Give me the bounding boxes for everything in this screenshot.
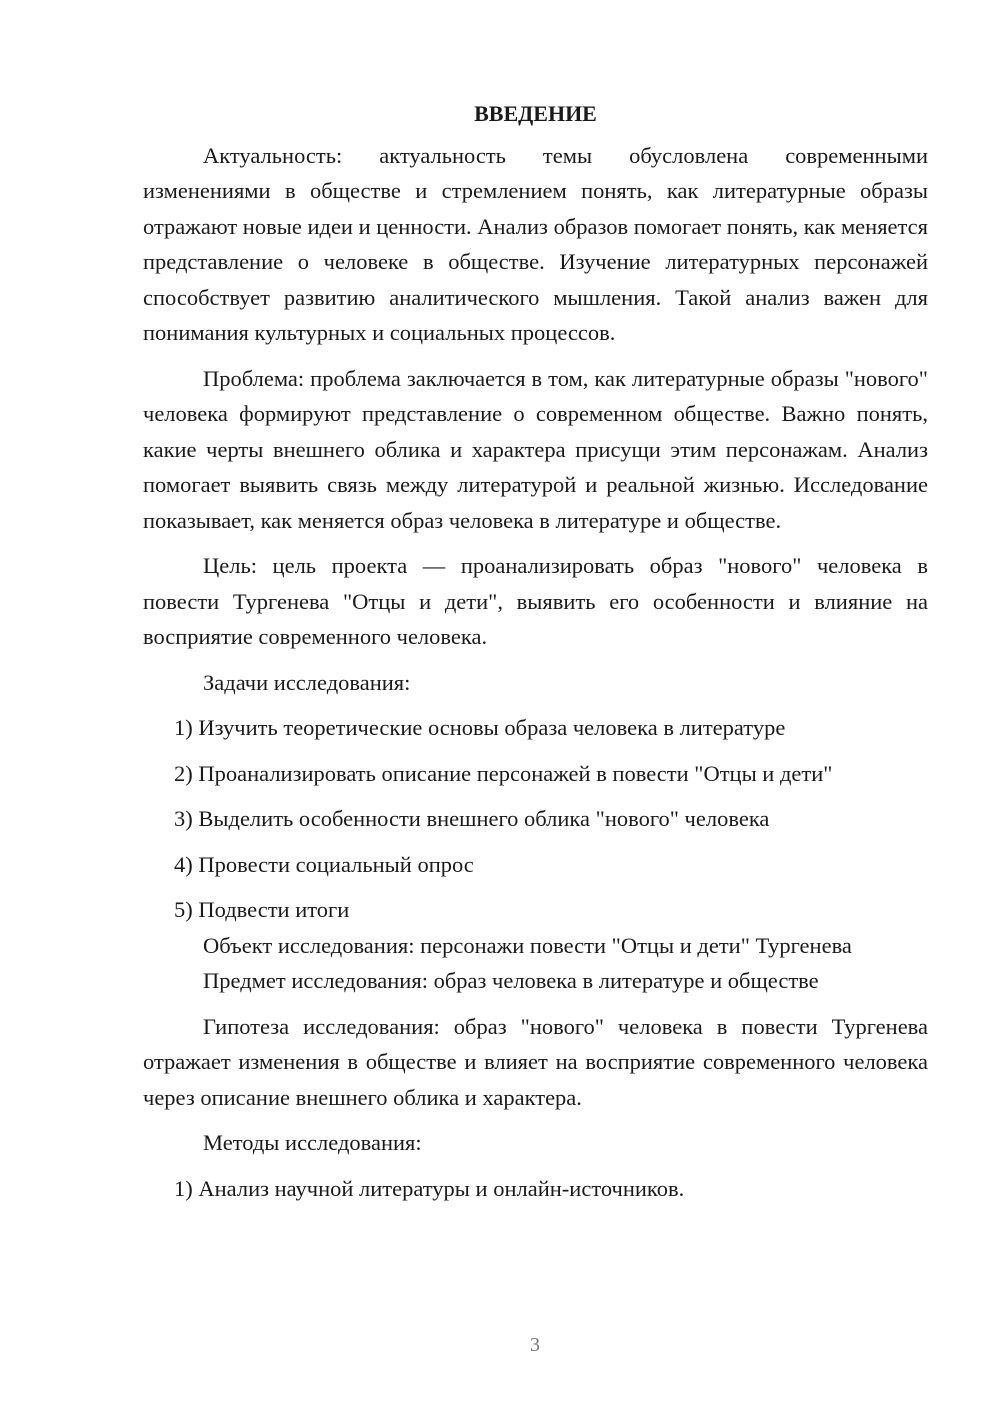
task-item-3: 3) Выделить особенности внешнего облика "нового" человека bbox=[174, 806, 770, 831]
task-item-1: 1) Изучить теоретические основы образа человека в литературе bbox=[174, 715, 786, 740]
task-item-5: 5) Подвести итоги bbox=[174, 897, 350, 922]
research-subject: Предмет исследования: образ человека в литературе и обществе bbox=[203, 968, 819, 993]
page-number: 3 bbox=[530, 1334, 540, 1356]
relevance-paragraph: Актуальность: актуальность темы обусловлена современными изменениями в обществе и стремлением понять, как литературные образы отражают новые идеи и ценности. Анализ образов помогает понять, как меняется представление о человеке в обществе. Изучение литературных персонажей способствует развитию аналитического мышления. Такой анализ важен для понимания культурных и социальных процессов. bbox=[143, 142, 928, 345]
task-item-4: 4) Провести социальный опрос bbox=[174, 851, 474, 877]
problem-paragraph: Проблема: проблема заключается в том, как литературные образы "нового" человека формируют представление о современном обществе. Важно понять, какие черты внешнего облика и характера присущи этим персонажам. Анализ помогает выявить связь между литературой и реальной жизнью. Исследование показывает, как меняется образ человека в литературе и обществе. bbox=[143, 365, 928, 533]
method-item-1: 1) Анализ научной литературы и онлайн-источников. bbox=[174, 1175, 685, 1201]
goal-paragraph: Цель: цель проекта — проанализировать образ "нового" человека в повести Тургенева "Отцы и дети", выявить его особенности и влияние на восприятие современного человека. bbox=[143, 553, 928, 649]
hypothesis-paragraph: Гипотеза исследования: образ "нового" человека в повести Тургенева отражает изменения в обществе и влияет на восприятие современного человека через описание внешнего облика и характера. bbox=[143, 1013, 928, 1110]
tasks-heading: Задачи исследования: bbox=[203, 669, 411, 695]
document-page bbox=[143, 96, 928, 1216]
page-title: ВВЕДЕНИЕ bbox=[474, 101, 597, 126]
methods-heading: Методы исследования: bbox=[203, 1130, 422, 1155]
task-item-2: 2) Проанализировать описание персонажей в повести "Отцы и дети" bbox=[174, 760, 833, 786]
research-object: Объект исследования: персонажи повести "Отцы и дети" Тургенева bbox=[203, 932, 852, 958]
